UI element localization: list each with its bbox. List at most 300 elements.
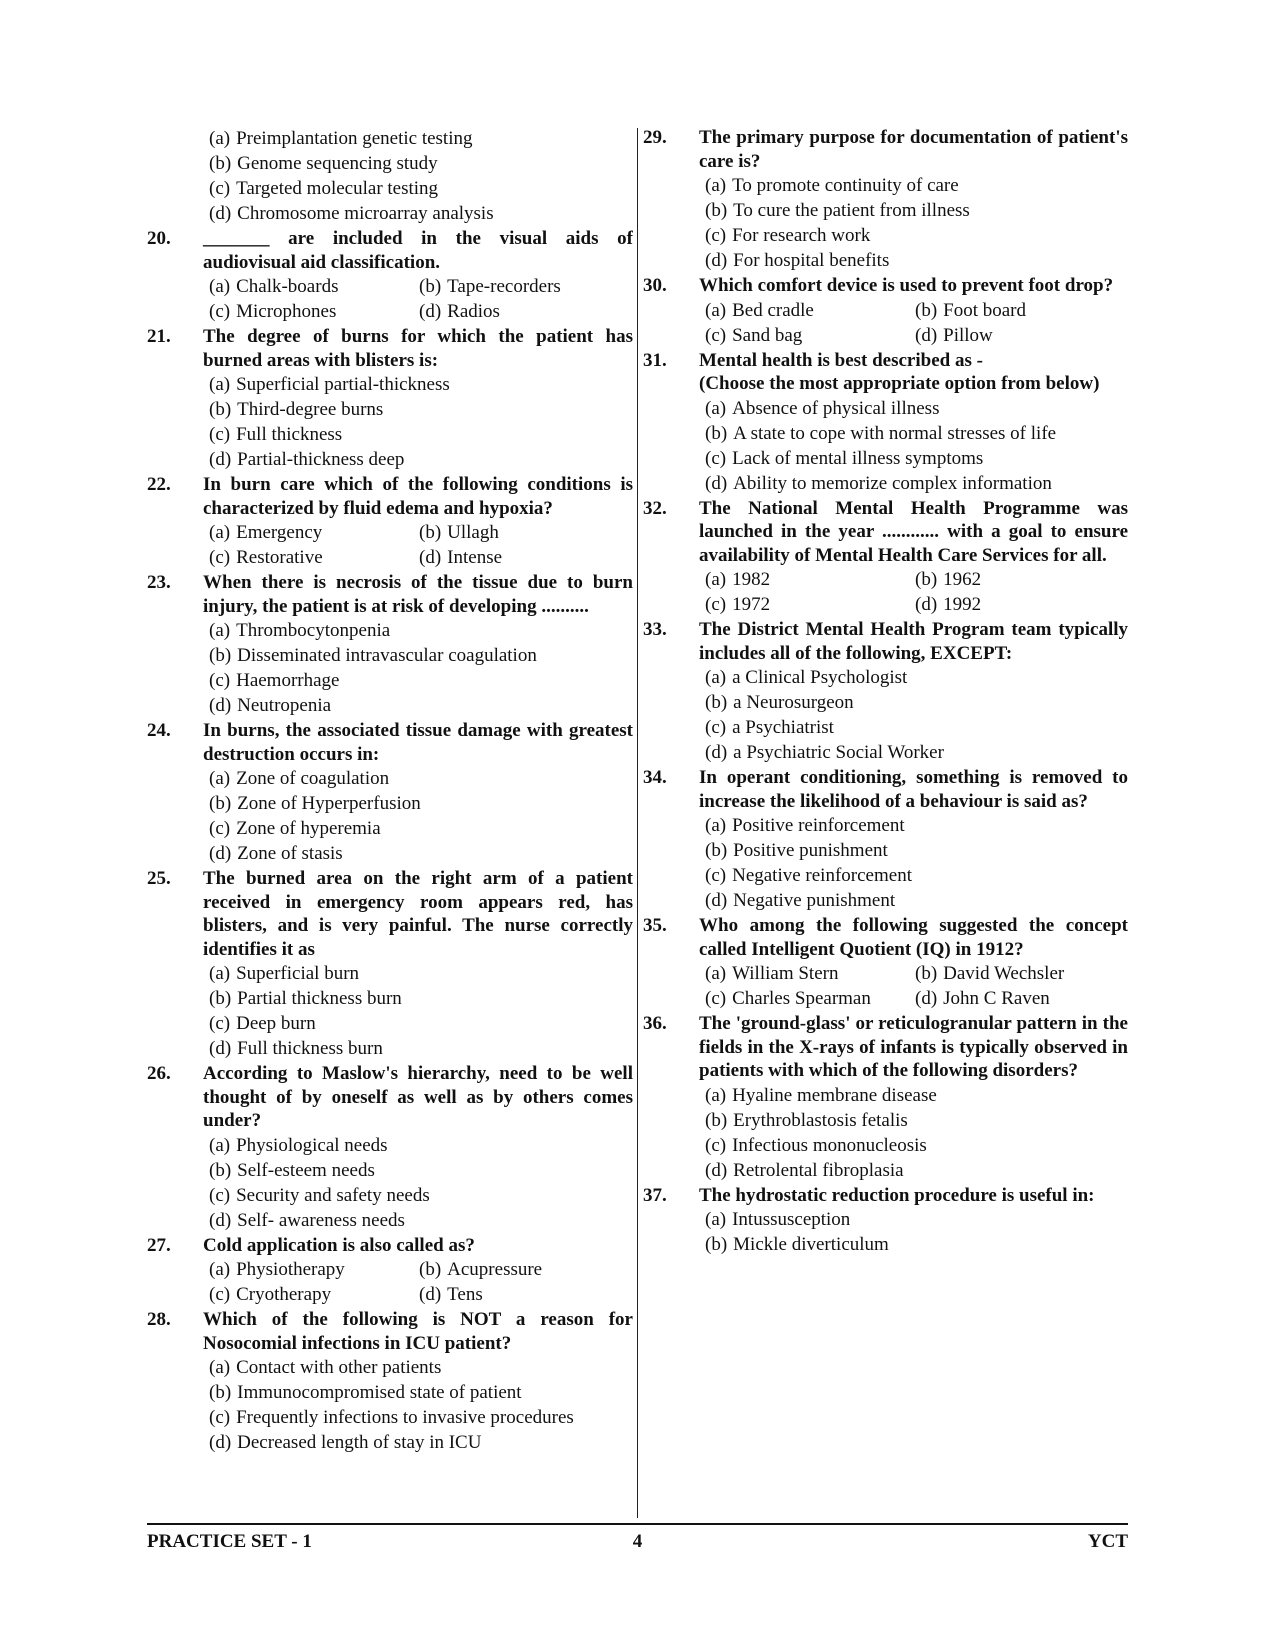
option-label: (d) [705,250,728,271]
option-text: Emergency [236,522,323,543]
option-text: For research work [732,225,871,246]
option-label: (c) [209,1284,231,1305]
option-text: Contact with other patients [236,1357,442,1378]
options-group [209,1257,633,1307]
option-label: (b) [705,692,728,713]
answer-option [209,151,633,176]
answer-option [705,396,1128,421]
question [147,1062,633,1233]
options-group [705,567,1128,617]
option-text: To cure the patient from illness [733,200,970,221]
option-label: (d) [209,449,232,470]
option-text: 1992 [943,594,982,615]
option-text: Disseminated intravascular coagulation [237,645,537,666]
question-text: Which of the following is NOT a reason for Nosocomial infections in ICU patient? [203,1309,633,1354]
option-label: (a) [705,569,727,590]
option-text: Negative punishment [733,890,896,911]
question-number: 37. [643,1184,667,1206]
option-text: David Wechsler [943,963,1065,984]
question-text: When there is necrosis of the tissue due to burn injury, the patient is at risk of developing .......... [203,572,633,617]
option-label: (b) [209,1382,232,1403]
answer-option [705,1083,1128,1108]
question-number: 23. [147,572,171,593]
answer-option [705,838,1128,863]
option-label: (c) [209,547,231,568]
question-number: 26. [147,1063,171,1084]
options-group [699,1083,1128,1183]
question-text-line: (Choose the most appropriate option from below) [699,373,1100,394]
options-group [699,173,1128,273]
option-label: (c) [209,1184,231,1206]
option-text: Physiotherapy [236,1259,345,1280]
answer-option [209,299,419,324]
options-group [203,618,633,718]
question-text: The primary purpose for documentation of patient's care is? [699,127,1128,172]
option-label: (b) [915,569,938,590]
option-text: Zone of stasis [237,843,343,864]
option-text: Chalk-boards [236,276,339,297]
option-label: (d) [705,890,728,911]
option-text: Microphones [236,301,337,322]
question-text: In burn care which of the following conditions is characterized by fluid edema and hypoxia? [203,474,633,519]
answer-option [209,520,419,545]
question [147,227,633,324]
question-number: 33. [643,619,667,640]
options-group [705,298,1128,348]
answer-option [705,665,1128,690]
question [147,325,633,472]
answer-option [915,567,1128,592]
answer-option [419,545,633,570]
question-body [699,1012,1128,1183]
question [643,497,1128,618]
option-text: Superficial partial-thickness [236,374,450,395]
options-group [203,372,633,472]
option-label: (a) [209,374,231,395]
option-label: (a) [209,522,231,543]
option-label: (c) [705,717,727,738]
option-text: Tape-recorders [447,276,561,297]
answer-option [705,567,915,592]
question-text: The District Mental Health Program team typically includes all of the following, EXCEPT: [699,619,1128,664]
option-text: Immunocompromised state of patient [237,1382,522,1403]
option-label: (c) [705,594,727,615]
options-group [699,665,1128,765]
option-text: Cryotherapy [236,1284,332,1305]
option-text: 1962 [943,569,982,590]
option-text: Frequently infections to invasive procedures [236,1407,574,1428]
option-text: Infectious mononucleosis [732,1134,927,1156]
answer-option [915,298,1128,323]
answer-option [209,1430,633,1455]
option-label: (c) [209,301,231,322]
question-body [203,1234,633,1308]
options-group [699,813,1128,913]
option-text: Thrombocytonpenia [236,620,391,641]
option-text: John C Raven [943,988,1050,1009]
option-label: (c) [209,1013,231,1034]
option-label: (a) [705,1209,727,1230]
answer-option [915,986,1128,1011]
option-label: (d) [915,988,938,1009]
option-label: (c) [209,670,231,691]
answer-option [705,248,1128,273]
question-body [699,274,1128,348]
option-label: (b) [705,422,728,444]
options-group [203,961,633,1061]
option-label: (c) [705,324,727,346]
column-divider [637,128,638,1518]
option-text: 1982 [732,569,771,590]
question [643,766,1128,913]
question [643,914,1128,1011]
answer-option [915,323,1128,348]
option-label: (d) [915,594,938,615]
option-label: (d) [209,1038,232,1059]
answer-option [209,447,633,472]
option-label: (b) [209,793,232,814]
question [643,126,1128,273]
question-text [699,349,1128,396]
option-text: Tens [447,1284,483,1305]
option-text: Bed cradle [732,299,814,321]
option-text: Sand bag [732,324,803,346]
option-label: (d) [705,472,728,494]
option-label: (d) [209,843,232,864]
question-body [699,914,1128,1011]
options-group [203,766,633,866]
answer-option [209,397,633,422]
option-text: Genome sequencing study [237,153,438,174]
option-label: (a) [209,1357,231,1378]
question [643,1012,1128,1183]
option-label: (d) [705,1159,728,1181]
option-label: (b) [209,1159,232,1181]
question-text: Who among the following suggested the concept called Intelligent Quotient (IQ) in 1912? [699,915,1128,960]
option-text: a Clinical Psychologist [732,667,908,688]
option-text: Third-degree burns [237,399,384,420]
answer-option [209,791,633,816]
question-body [203,126,633,226]
answer-option [209,1158,633,1183]
answer-option [705,813,1128,838]
option-text: Hyaline membrane disease [732,1084,937,1106]
answer-option [209,693,633,718]
option-text: For hospital benefits [733,250,890,271]
answer-option [705,1158,1128,1183]
answer-option [209,422,633,447]
question-text: Cold application is also called as? [203,1234,475,1256]
option-label: (b) [915,963,938,984]
option-label: (a) [705,299,727,321]
question-number: 27. [147,1234,171,1256]
question-text: In burns, the associated tissue damage with greatest destruction occurs in: [203,720,633,765]
answer-option [705,888,1128,913]
answer-option [209,1355,633,1380]
option-label: (d) [209,1209,232,1231]
option-text: Physiological needs [236,1134,388,1156]
answer-option [915,592,1128,617]
option-text: Ability to memorize complex information [733,472,1052,494]
option-text: Self- awareness needs [237,1209,405,1231]
page-footer [147,1530,1128,1558]
answer-option [705,198,1128,223]
option-label: (d) [915,324,938,346]
option-label: (a) [705,667,727,688]
option-text: Pillow [943,324,993,346]
question-body [203,867,633,1061]
question-number: 25. [147,868,171,889]
options-group [203,1355,633,1455]
option-text: Full thickness [236,424,343,445]
answer-option [419,274,633,299]
answer-option [705,690,1128,715]
option-text: Partial thickness burn [237,988,402,1009]
option-label: (a) [705,1084,727,1106]
option-label: (b) [915,299,938,321]
option-text: Preimplantation genetic testing [236,128,473,149]
question-body [203,325,633,472]
option-text: A state to cope with normal stresses of life [733,422,1057,444]
option-label: (c) [705,225,727,246]
option-label: (a) [209,1134,231,1156]
answer-option [705,863,1128,888]
option-text: Positive reinforcement [732,815,905,836]
option-text: Erythroblastosis fetalis [733,1109,908,1131]
answer-option [705,592,915,617]
answer-option [705,1232,1128,1257]
option-text: To promote continuity of care [732,175,959,196]
answer-option [705,471,1128,496]
option-label: (d) [705,742,728,763]
question-number: 20. [147,228,171,249]
answer-option [209,1257,419,1282]
option-label: (c) [209,818,231,839]
option-label: (c) [209,178,231,199]
option-label: (c) [705,447,727,469]
answer-option [209,841,633,866]
option-text: Chromosome microarray analysis [237,203,494,224]
option-label: (b) [705,1109,728,1131]
answer-option [209,372,633,397]
answer-option [705,298,915,323]
answer-option [705,223,1128,248]
answer-option [209,766,633,791]
answer-option [705,715,1128,740]
carryover-options [147,126,633,226]
question-body [699,618,1128,765]
answer-option [209,961,633,986]
option-label: (b) [209,988,232,1009]
question [643,618,1128,765]
option-text: a Neurosurgeon [733,692,854,713]
option-text: Decreased length of stay in ICU [237,1432,482,1453]
question-text: The National Mental Health Programme was launched in the year ............ with a goal to ensure availability of Mental Health Care Services for all. [699,497,1128,566]
question-number: 24. [147,720,171,741]
options-group [699,396,1128,496]
option-text: Zone of coagulation [236,768,390,789]
options-group [209,274,633,324]
answer-option [209,1036,633,1061]
question-body [203,719,633,866]
answer-option [705,446,1128,471]
question-text: According to Maslow's hierarchy, need to be well thought of by oneself as well as by others comes under? [203,1063,633,1131]
question [643,274,1128,348]
options-group [209,520,633,570]
question-number-blank [147,126,203,226]
question-number: 35. [643,915,667,936]
option-text: Acupressure [447,1259,543,1280]
option-text: Mickle diverticulum [733,1234,889,1255]
answer-option [705,740,1128,765]
option-text: Haemorrhage [236,670,340,691]
option-label: (a) [209,768,231,789]
question-number: 21. [147,326,171,347]
question-number: 36. [643,1013,667,1034]
option-text: Zone of Hyperperfusion [237,793,421,814]
question-body [699,349,1128,496]
option-text: Partial-thickness deep [237,449,405,470]
option-label: (d) [419,1284,442,1305]
option-label: (a) [209,963,231,984]
question [147,867,633,1061]
option-label: (d) [419,547,442,568]
answer-option [419,1257,633,1282]
option-text: Targeted molecular testing [236,178,439,199]
option-label: (a) [209,1259,231,1280]
question-body [699,1184,1128,1258]
options-group [705,961,1128,1011]
question-text: In operant conditioning, something is removed to increase the likelihood of a behaviour is said as? [699,767,1128,812]
option-text: Deep burn [236,1013,316,1034]
option-label: (d) [209,203,232,224]
option-text: Zone of hyperemia [236,818,381,839]
option-text: Absence of physical illness [732,397,940,419]
question-text: _______ are included in the visual aids of audiovisual aid classification. [203,228,633,273]
option-label: (b) [419,276,442,297]
option-label: (b) [705,200,728,221]
option-text: Positive punishment [733,840,888,861]
option-label: (b) [705,1234,728,1255]
option-text: Lack of mental illness symptoms [732,447,984,469]
footer-set-title: PRACTICE SET - 1 [147,1531,312,1552]
option-label: (c) [705,988,727,1009]
option-label: (b) [209,399,232,420]
option-label: (a) [705,815,727,836]
option-text: Negative reinforcement [732,865,912,886]
option-label: (a) [705,963,727,984]
answer-option [705,961,915,986]
answer-option [705,986,915,1011]
question [147,571,633,718]
option-text: a Psychiatric Social Worker [733,742,944,763]
option-label: (a) [209,620,231,641]
question-body [699,766,1128,913]
left-column [147,125,633,1502]
option-text: 1972 [732,594,771,615]
question-body [699,497,1128,618]
answer-option [209,1208,633,1233]
answer-option [419,1282,633,1307]
question-number: 31. [643,349,667,371]
option-text: William Stern [732,963,839,984]
answer-option [209,274,419,299]
option-label: (b) [209,153,232,174]
option-label: (a) [705,175,727,196]
answer-option [209,1183,633,1208]
option-text: Ullagh [447,522,499,543]
answer-option [209,176,633,201]
question-number: 32. [643,497,667,519]
option-text: Self-esteem needs [237,1159,375,1181]
option-label: (a) [209,276,231,297]
answer-option [209,1133,633,1158]
option-text: Foot board [943,299,1027,321]
question-text: The burned area on the right arm of a patient received in emergency room appears red, has blisters, and is very painful. The nurse correctly identifies it as [203,868,633,960]
options-group [699,1207,1128,1257]
answer-option [705,173,1128,198]
option-label: (b) [705,840,728,861]
options-group [203,1133,633,1233]
question [147,1308,633,1455]
question-body [203,1308,633,1455]
option-text: Restorative [236,547,323,568]
question-text: The degree of burns for which the patient has burned areas with blisters is: [203,326,633,371]
question-number: 28. [147,1309,171,1330]
question [643,1184,1128,1258]
answer-option [705,1207,1128,1232]
footer-rule [147,1523,1128,1525]
question-number: 29. [643,127,667,148]
option-label: (d) [209,1432,232,1453]
answer-option [705,1108,1128,1133]
option-label: (c) [705,1134,727,1156]
answer-option [209,201,633,226]
option-label: (a) [209,128,231,149]
answer-option [209,126,633,151]
question-number: 34. [643,767,667,788]
option-text: Intense [447,547,503,568]
option-label: (b) [209,645,232,666]
answer-option [209,545,419,570]
answer-option [705,323,915,348]
option-label: (d) [209,695,232,716]
answer-option [705,1133,1128,1158]
question-body [203,227,633,324]
option-text: Charles Spearman [732,988,871,1009]
question-body [203,1062,633,1233]
option-text: Superficial burn [236,963,360,984]
footer-page-number: 4 [632,1531,643,1552]
answer-option [419,299,633,324]
answer-option [209,668,633,693]
question-body [203,473,633,570]
option-label: (b) [419,522,442,543]
answer-option [209,816,633,841]
answer-option [915,961,1128,986]
answer-option [419,520,633,545]
answer-option [209,1405,633,1430]
answer-option [209,986,633,1011]
question-number: 30. [643,275,667,296]
option-text: Full thickness burn [237,1038,383,1059]
question-number: 22. [147,474,171,495]
option-text: a Psychiatrist [732,717,834,738]
answer-option [209,618,633,643]
option-text: Retrolental fibroplasia [733,1159,904,1181]
question-body [203,571,633,718]
option-label: (b) [419,1259,442,1280]
